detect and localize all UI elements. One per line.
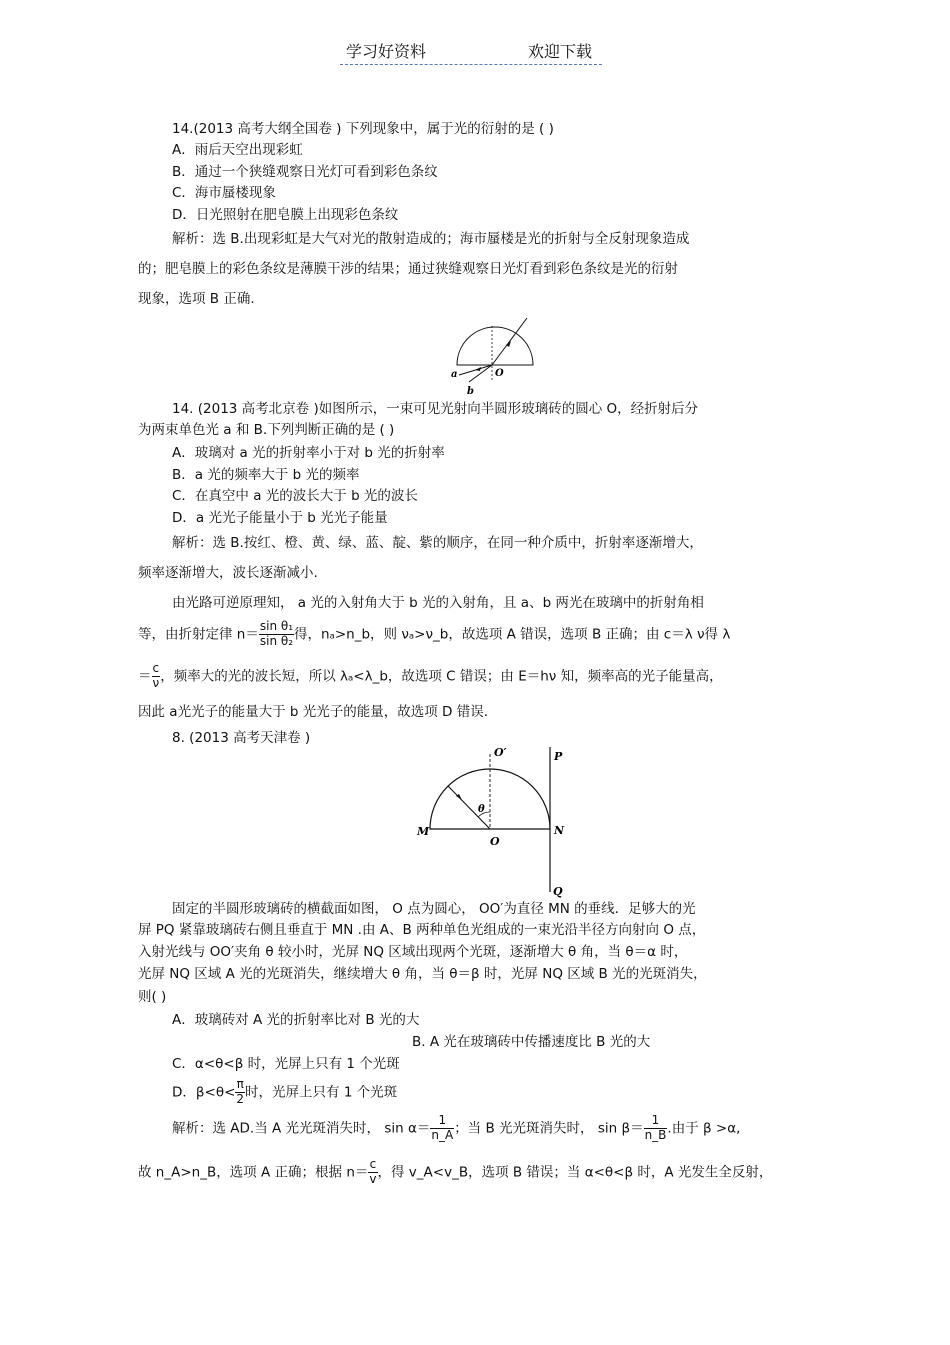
q3-analysis-2	[138, 1158, 772, 1187]
wavelength-denominator: ν	[152, 675, 160, 690]
q3-body-2: 屏 PQ 紧靠玻璃砖右侧且垂直于 MN .由 A、B 两种单色光组成的一束光沿半径方向射向 O 点，	[138, 922, 706, 938]
q3-body-1: 固定的半圆形玻璃砖的横截面如图， O 点为圆心， OO′为直径 MN 的垂线．足够大的光	[172, 901, 696, 917]
sin-beta-fraction	[644, 1114, 668, 1143]
header-right: 欢迎下载	[528, 42, 593, 61]
q2-option-b: B．a 光的频率大于 b 光的频率	[172, 467, 360, 483]
q1-option-d: D．日光照射在肥皂膜上出现彩色条纹	[172, 207, 399, 223]
fig2-label-o: O	[490, 835, 500, 848]
q1-analysis-2: 的；肥皂膜上的彩色条纹是薄膜干涉的结果；通过狭缝观察日光灯看到彩色条纹是光的衍射	[138, 261, 678, 277]
header-divider	[340, 64, 602, 65]
q2-analysis-6: 因此 a光光子的能量大于 b 光光子的能量，故选项 D 错误.	[138, 704, 488, 720]
semicircle-figure-1	[445, 312, 545, 400]
fig2-label-q: Q	[553, 885, 563, 898]
q2-stem-2: 为两束单色光 a 和 B.下列判断正确的是 ( )	[138, 422, 395, 438]
q2-analysis-4	[138, 620, 730, 649]
q1-option-b: B．通过一个狭缝观察日光灯可看到彩色条纹	[172, 164, 438, 180]
q3-analysis-2-post: ，得 v_A<v_B，选项 B 错误；当 α<θ<β 时，A 光发生全反射，	[377, 1164, 773, 1181]
snell-numerator: sin θ₁	[259, 619, 294, 633]
q1-stem: 14.(2013 高考大纲全国卷 ) 下列现象中，属于光的衍射的是 ( )	[172, 121, 554, 137]
pi-numerator: π	[236, 1077, 244, 1091]
q2-analysis-2: 频率逐渐增大，波长逐渐减小.	[138, 565, 318, 581]
fig2-label-theta: θ	[478, 804, 485, 815]
n-cv-numerator: c	[369, 1157, 377, 1171]
q3-analysis-2-pre: 故 n_A>n_B，选项 A 正确；根据 n＝	[138, 1164, 369, 1181]
snell-denominator: sin θ₂	[259, 633, 294, 648]
q2-analysis-1: 解析：选 B.按红、橙、黄、绿、蓝、靛、紫的顺序，在同一种介质中，折射率逐渐增大，	[172, 535, 703, 551]
q3-body-3: 入射光线与 OO′夹角 θ 较小时，光屏 NQ 区域出现两个光斑，逐渐增大 θ 角，当 θ＝α 时，	[138, 944, 688, 960]
pi-denominator: 2	[236, 1091, 245, 1106]
q3-option-a: A．玻璃砖对 A 光的折射率比对 B 光的大	[172, 1012, 420, 1028]
q3-body-5: 则( )	[138, 989, 167, 1005]
snell-fraction	[259, 620, 294, 649]
sin-alpha-fraction	[430, 1114, 454, 1143]
semicircle-figure-2	[410, 742, 580, 900]
q2-option-c: C．在真空中 a 光的波长大于 b 光的波长	[172, 488, 418, 504]
sin-alpha-numerator: 1	[430, 1114, 454, 1129]
q3-option-b: B. A 光在玻璃砖中传播速度比 B 光的大	[412, 1034, 651, 1050]
q2-analysis-3: 由光路可逆原理知， a 光的入射角大于 b 光的入射角，且 a、b 两光在玻璃中的折射角相	[172, 595, 704, 611]
q1-option-a: A．雨后天空出现彩虹	[172, 142, 303, 158]
fig1-label-b: b	[467, 386, 474, 397]
q2-analysis-5-post: ，频率大的光的波长短，所以 λₐ<λ_b，故选项 C 错误；由 E＝hν 知，频率高的光子能量高，	[160, 668, 723, 685]
n-cv-denominator: v	[369, 1171, 377, 1186]
q2-option-d: D．a 光光子能量小于 b 光光子能量	[172, 510, 388, 526]
q3-option-c: C．α<θ<β 时，光屏上只有 1 个光斑	[172, 1056, 400, 1072]
q2-option-a: A．玻璃对 a 光的折射率小于对 b 光的折射率	[172, 445, 445, 461]
n-cv-fraction	[368, 1158, 377, 1187]
sin-alpha-denominator: n_A	[431, 1127, 454, 1142]
q2-analysis-4-post: 得，nₐ>n_b，则 νₐ>ν_b，故选项 A 错误，选项 B 正确；由 c＝λ ν得 λ	[294, 626, 731, 643]
q2-analysis-5	[138, 662, 723, 691]
header-left: 学习好资料	[346, 42, 427, 61]
q2-stem-1: 14. (2013 高考北京卷 )如图所示，一束可见光射向半圆形玻璃砖的圆心 O，经折射后分	[172, 401, 699, 417]
q3-option-d	[172, 1078, 397, 1107]
wavelength-fraction	[152, 662, 161, 691]
q2-analysis-4-pre: 等，由折射定律 n＝	[138, 626, 259, 643]
q3-analysis-1-pre: 解析：选 AD.当 A 光光斑消失时， sin α＝	[172, 1120, 431, 1137]
q3-stem: 8. (2013 高考天津卷 )	[172, 730, 311, 746]
fig2-label-m: M	[417, 825, 430, 838]
q3-option-d-pre: D．β<θ<	[172, 1084, 236, 1101]
fig1-label-o: O	[495, 368, 504, 379]
q3-body-4: 光屏 NQ 区域 A 光的光斑消失，继续增大 θ 角，当 θ＝β 时，光屏 NQ 区域 B 光的光斑消失，	[138, 966, 707, 982]
q3-analysis-1-post: .由于 β >α,	[667, 1120, 741, 1137]
sin-beta-denominator: n_B	[644, 1127, 667, 1142]
pi-over-2-fraction	[235, 1078, 245, 1107]
fig2-label-n: N	[554, 824, 565, 837]
fig2-label-o-prime: O′	[494, 746, 507, 759]
fig2-label-p: P	[554, 750, 563, 763]
wavelength-numerator: c	[152, 661, 160, 675]
sin-beta-numerator: 1	[644, 1114, 668, 1129]
q1-option-c: C．海市蜃楼现象	[172, 185, 276, 201]
q1-analysis-1: 解析：选 B.出现彩虹是大气对光的散射造成的；海市蜃楼是光的折射与全反射现象造成	[172, 231, 690, 247]
q3-analysis-1-mid: ；当 B 光光斑消失时， sin β＝	[454, 1120, 644, 1137]
q3-option-d-post: 时，光屏上只有 1 个光斑	[245, 1084, 398, 1101]
q1-analysis-3: 现象，选项 B 正确.	[138, 291, 255, 307]
fig1-label-a: a	[451, 369, 458, 380]
q3-analysis-1	[172, 1114, 740, 1143]
q2-analysis-5-pre: ＝	[138, 668, 152, 685]
